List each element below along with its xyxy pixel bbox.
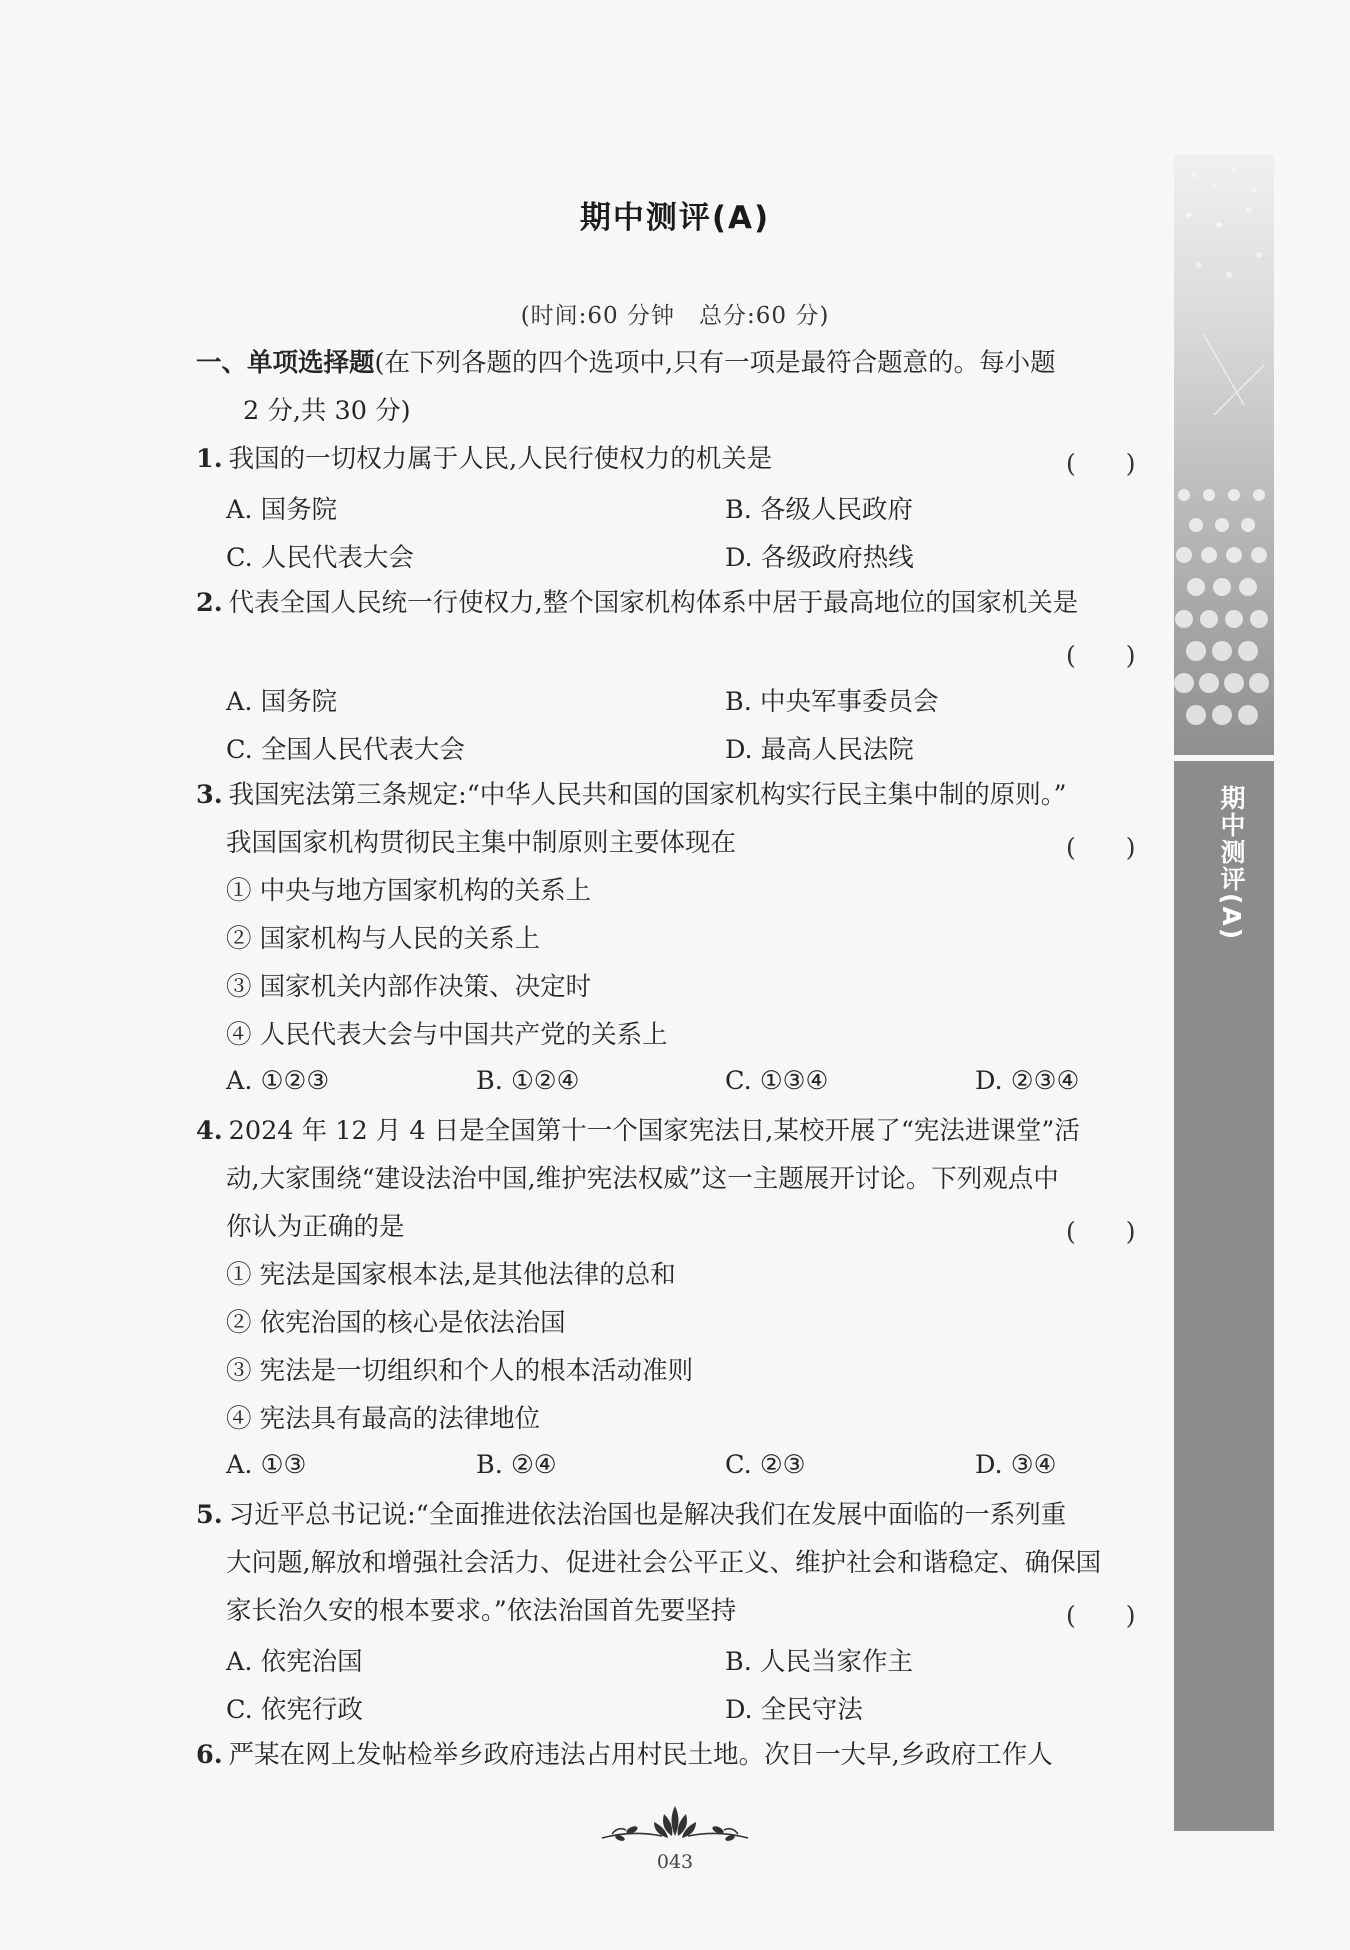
option-d: D. 各级政府热线 — [725, 543, 914, 573]
option-a: A. ①③ — [226, 1450, 307, 1480]
statement: ④ 宪法具有最高的法律地位 — [226, 1404, 541, 1434]
question-text: 动,大家围绕“建设法治中国,维护宪法权威”这一主题展开讨论。下列观点中 — [226, 1164, 1059, 1194]
question-text: 代表全国人民统一行使权力,整个国家机构体系中居于最高地位的国家机关是 — [228, 588, 1079, 618]
option-c: C. 依宪行政 — [226, 1695, 363, 1725]
option-c: C. 全国人民代表大会 — [226, 735, 465, 765]
option-d: D. 最高人民法院 — [725, 735, 914, 765]
question-text: 大问题,解放和增强社会活力、促进社会公平正义、维护社会和谐稳定、确保国 — [226, 1548, 1102, 1578]
statement: ① 中央与地方国家机构的关系上 — [226, 876, 592, 906]
option-b: B. 人民当家作主 — [725, 1647, 913, 1677]
question-number: 2. — [196, 588, 223, 618]
question-text: 2024 年 12 月 4 日是全国第十一个国家宪法日,某校开展了“宪法进课堂”活 — [228, 1116, 1080, 1146]
question-number: 6. — [196, 1740, 223, 1770]
side-tab-decoration — [1174, 155, 1274, 755]
section-heading — [196, 346, 1056, 380]
halftone-pattern — [1174, 155, 1274, 755]
answer-blank[interactable]: ( ) — [1066, 1217, 1136, 1246]
answer-blank[interactable]: ( ) — [1066, 449, 1136, 478]
statement: ① 宪法是国家根本法,是其他法律的总和 — [226, 1260, 676, 1290]
statement: ② 国家机构与人民的关系上 — [226, 924, 541, 954]
option-c: C. ②③ — [725, 1450, 806, 1480]
option-a: A. 国务院 — [226, 687, 338, 717]
option-a: A. ①②③ — [226, 1066, 330, 1096]
question-text: 严某在网上发帖检举乡政府违法占用村民土地。次日一大早,乡政府工作人 — [228, 1740, 1053, 1770]
page-number: 043 — [656, 1851, 694, 1873]
option-b: B. 中央军事委员会 — [725, 687, 939, 717]
answer-blank[interactable]: ( ) — [1066, 641, 1136, 670]
exam-info: (时间:60 分钟 总分:60 分) — [520, 303, 830, 329]
option-b: B. ②④ — [476, 1450, 557, 1480]
question-number: 5. — [196, 1500, 223, 1530]
option-b: B. 各级人民政府 — [725, 495, 913, 525]
statement: ③ 国家机关内部作决策、决定时 — [226, 972, 592, 1002]
question-text: 我国宪法第三条规定:“中华人民共和国的国家机构实行民主集中制的原则。” — [228, 780, 1067, 810]
question-number: 1. — [196, 444, 223, 474]
option-d: D. 全民守法 — [725, 1695, 863, 1725]
section-desc-2: 2 分,共 30 分) — [243, 396, 411, 426]
page-title: 期中测评(A) — [579, 200, 771, 236]
question-number: 3. — [196, 780, 223, 810]
question-text: 我国的一切权力属于人民,人民行使权力的机关是 — [228, 444, 773, 474]
question-1 — [196, 442, 772, 476]
question-5 — [196, 1498, 1066, 1532]
option-a: A. 国务院 — [226, 495, 338, 525]
option-d: D. ②③④ — [975, 1066, 1080, 1096]
question-text: 习近平总书记说:“全面推进依法治国也是解决我们在发展中面临的一系列重 — [228, 1500, 1067, 1530]
statement: ③ 宪法是一切组织和个人的根本活动准则 — [226, 1356, 694, 1386]
option-a: A. 依宪治国 — [226, 1647, 363, 1677]
question-text: 你认为正确的是 — [226, 1212, 405, 1242]
option-c: C. 人民代表大会 — [226, 543, 414, 573]
option-c: C. ①③④ — [725, 1066, 829, 1096]
answer-blank[interactable]: ( ) — [1066, 1601, 1136, 1630]
answer-blank[interactable]: ( ) — [1066, 833, 1136, 862]
section-desc-1: (在下列各题的四个选项中,只有一项是最符合题意的。每小题 — [374, 348, 1056, 378]
statement: ④ 人民代表大会与中国共产党的关系上 — [226, 1020, 668, 1050]
section-lead: 一、单项选择题 — [196, 348, 375, 378]
question-2 — [196, 586, 1078, 620]
question-text: 家长治久安的根本要求。”依法治国首先要坚持 — [226, 1596, 737, 1626]
option-d: D. ③④ — [975, 1450, 1057, 1480]
question-3 — [196, 778, 1067, 812]
side-tab-label: 期中测评(A) — [1217, 785, 1246, 942]
question-4 — [196, 1114, 1080, 1148]
statement: ② 依宪治国的核心是依法治国 — [226, 1308, 566, 1338]
question-number: 4. — [196, 1116, 223, 1146]
option-b: B. ①②④ — [476, 1066, 580, 1096]
question-text: 我国国家机构贯彻民主集中制原则主要体现在 — [226, 828, 737, 858]
floral-ornament-icon — [592, 1800, 758, 1848]
question-6 — [196, 1738, 1053, 1772]
